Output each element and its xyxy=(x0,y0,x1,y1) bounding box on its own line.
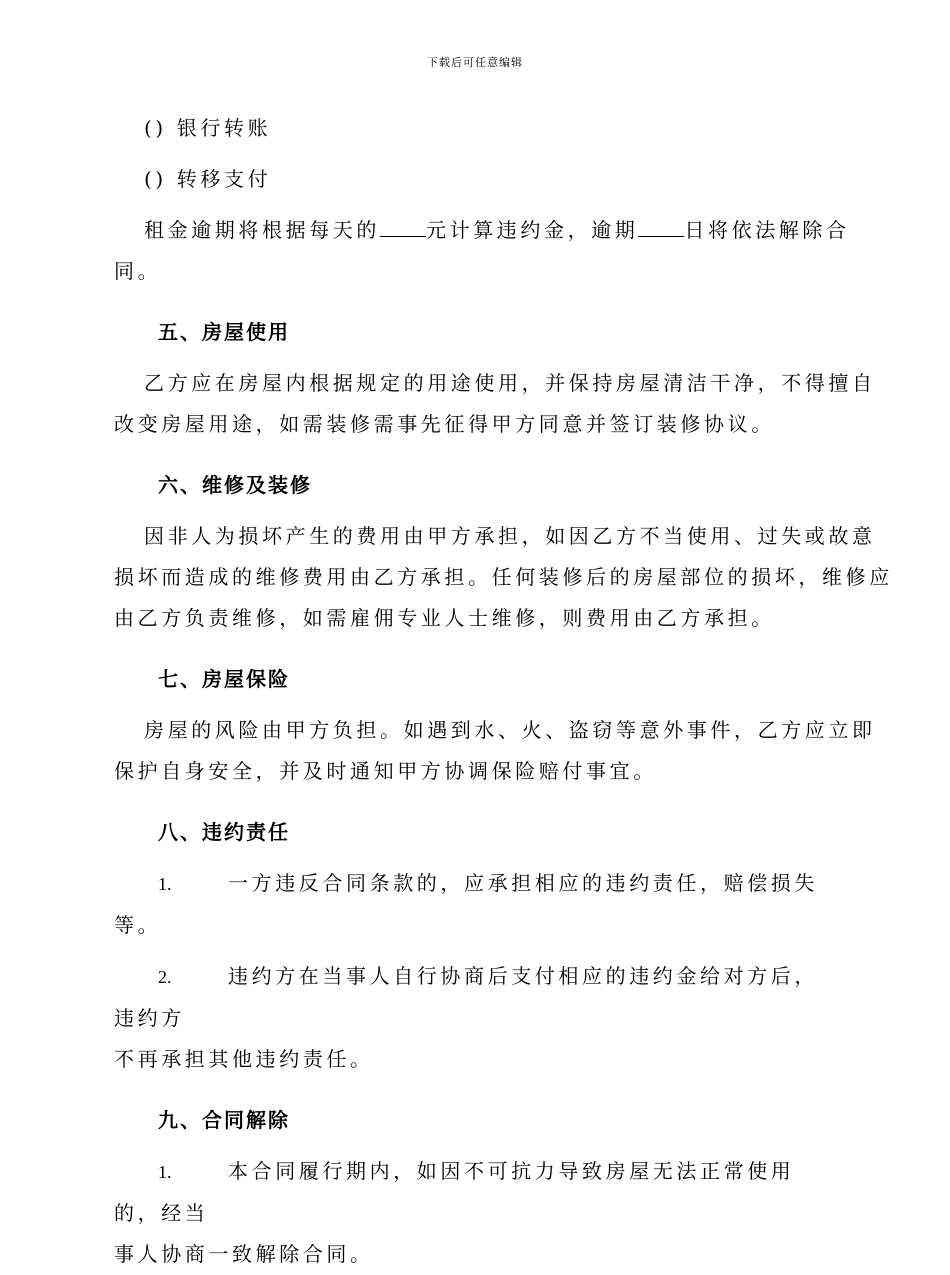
list-item-number: 1. xyxy=(158,1162,172,1182)
section-maintenance-text: 损坏而造成的维修费用由乙方承担。任何装修后的房屋部位的损坏，维修应 xyxy=(114,565,893,589)
list-item-continuation: 不再承担其他违约责任。 xyxy=(114,1047,374,1071)
late-fee-clause-continuation: 同。 xyxy=(114,259,162,283)
late-fee-clause-line xyxy=(114,210,850,251)
section-heading-maintenance: 六、维修及装修 xyxy=(158,473,312,497)
section-maintenance-text: 由乙方负责维修，如需雇佣专业人士维修，则费用由乙方承担。 xyxy=(114,606,775,630)
list-item-number: 1. xyxy=(158,874,172,894)
late-clause-text-3: 日将依法解除合 xyxy=(684,218,850,242)
section-heading-usage: 五、房屋使用 xyxy=(158,320,290,344)
payment-option-transfer-payment: () 转移支付 xyxy=(144,167,272,191)
blank-fill-line xyxy=(638,220,684,237)
section-heading-liability: 八、违约责任 xyxy=(158,820,290,844)
document-body xyxy=(114,108,893,1275)
list-item xyxy=(114,956,834,1039)
list-item xyxy=(114,863,834,946)
late-clause-text-1: 租金逾期将根据每天的 xyxy=(144,218,380,242)
list-item-continuation: 事人协商一致解除合同。 xyxy=(114,1242,374,1266)
page-header: 下载后可任意编辑 xyxy=(427,56,523,69)
section-insurance-text: 保护自身安全，并及时通知甲方协调保险赔付事宜。 xyxy=(114,759,657,783)
section-maintenance-text: 因非人为损坏产生的费用由甲方承担，如因乙方不当使用、过失或故意 xyxy=(144,524,876,548)
section-heading-insurance: 七、房屋保险 xyxy=(158,667,290,691)
list-item-text: 违约方在当事人自行协商后支付相应的违约金给对方后，违约方 xyxy=(114,964,818,1030)
list-item-number: 2. xyxy=(158,967,172,987)
blank-fill-line xyxy=(380,220,426,237)
list-item-text: 一方违反合同条款的，应承担相应的违约责任，赔偿损失等。 xyxy=(114,871,818,937)
list-item xyxy=(114,1151,834,1234)
list-item-text: 本合同履行期内，如因不可抗力导致房屋无法正常使用的，经当 xyxy=(114,1159,795,1225)
section-usage-text: 乙方应在房屋内根据规定的用途使用，并保持房屋清洁干净，不得擅自 xyxy=(144,371,876,395)
section-heading-termination: 九、合同解除 xyxy=(158,1108,290,1132)
section-insurance-text: 房屋的风险由甲方负担。如遇到水、火、盗窃等意外事件，乙方应立即 xyxy=(144,718,876,742)
late-clause-text-2: 元计算违约金，逾期 xyxy=(426,218,639,242)
payment-option-bank-transfer: () 银行转账 xyxy=(144,116,272,140)
section-usage-text: 改变房屋用途，如需装修需事先征得甲方同意并签订装修协议。 xyxy=(114,412,775,436)
